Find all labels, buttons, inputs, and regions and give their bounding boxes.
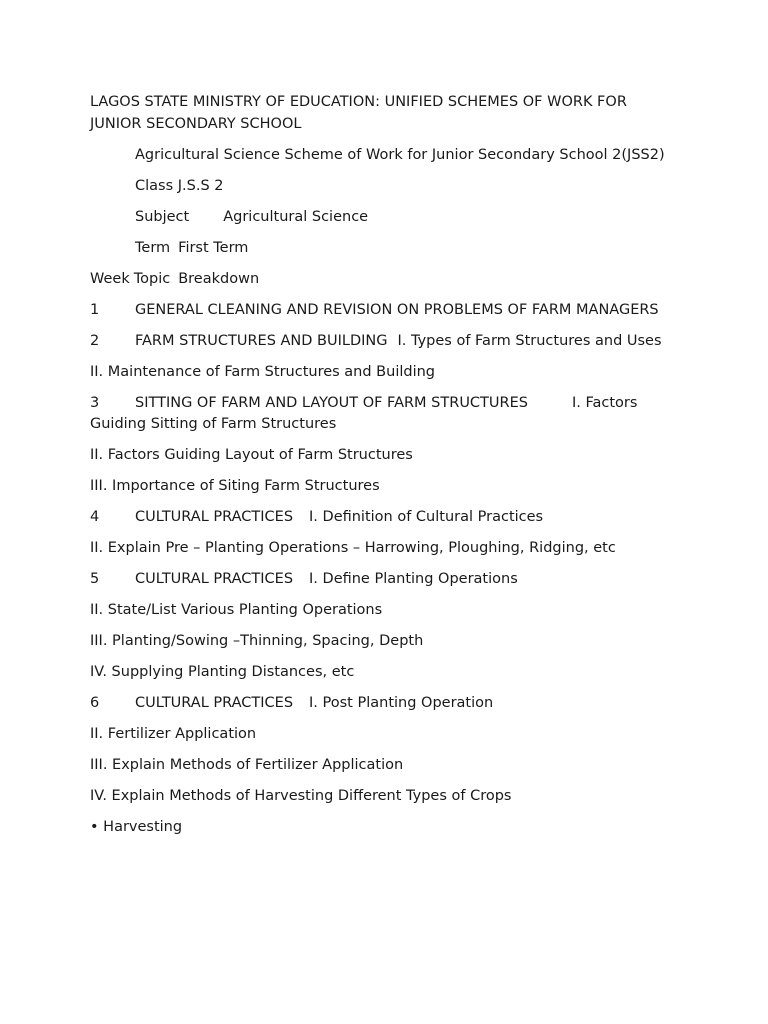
breakdown-line [90, 538, 670, 560]
week-number: 4 [90, 509, 100, 525]
breakdown-line [90, 362, 670, 384]
subject-line [90, 207, 670, 229]
breakdown-item: II. Explain Pre – Planting Operations – Harrowing, Ploughing, Ridging, etc [90, 540, 616, 556]
document-subtitle [90, 145, 670, 167]
breakdown-item: I. Types of Farm Structures and Uses [397, 332, 662, 349]
week-number: 1 [90, 301, 100, 318]
week-entry [90, 331, 670, 353]
breakdown-line [90, 755, 670, 777]
breakdown-item: II. Factors Guiding Layout of Farm Structures [90, 447, 413, 463]
breakdown-line [90, 631, 670, 653]
term-label: Term [135, 239, 171, 256]
breakdown-item: I. Definition of Cultural Practices [309, 509, 544, 525]
document-title [90, 92, 670, 135]
breakdown-line [90, 724, 670, 746]
subject-value: Agricultural Science [223, 208, 369, 225]
week-entry [90, 693, 670, 715]
breakdown-item: III. Planting/Sowing –Thinning, Spacing, Depth [90, 633, 424, 649]
topic-header: Topic [133, 270, 171, 287]
breakdown-line [90, 476, 670, 498]
breakdown-item: II. Maintenance of Farm Structures and Building [90, 363, 436, 380]
week-entry [90, 300, 670, 322]
breakdown-item: II. State/List Various Planting Operations [90, 602, 383, 618]
week-entry [90, 507, 670, 529]
week-topic: CULTURAL PRACTICES [135, 509, 294, 525]
breakdown-line [90, 662, 670, 684]
week-topic: GENERAL CLEANING AND REVISION ON PROBLEMS OF FARM MANAGERS [135, 301, 659, 318]
class-label: Class [135, 177, 174, 194]
week-entry [90, 569, 670, 591]
term-value: First Term [178, 239, 249, 256]
breakdown-item: I. Post Planting Operation [309, 695, 494, 711]
document-title-text: LAGOS STATE MINISTRY OF EDUCATION: UNIFIED SCHEMES OF WORK FOR JUNIOR SECONDARY SCHOOL [90, 94, 632, 132]
breakdown-item: IV. Explain Methods of Harvesting Different Types of Crops [90, 788, 512, 804]
breakdown-item: III. Explain Methods of Fertilizer Application [90, 757, 404, 773]
subject-label: Subject [135, 208, 190, 225]
week-number: 5 [90, 571, 100, 587]
week-topic: CULTURAL PRACTICES [135, 571, 294, 587]
class-line [90, 176, 670, 198]
week-topic: CULTURAL PRACTICES [135, 695, 294, 711]
class-value: J.S.S 2 [177, 177, 224, 194]
week-number: 2 [90, 332, 100, 349]
week-topic: SITTING OF FARM AND LAYOUT OF FARM STRUCTURES [135, 394, 528, 411]
column-header-line [90, 269, 670, 291]
week-number: 6 [90, 695, 100, 711]
breakdown-item: II. Fertilizer Application [90, 726, 257, 742]
breakdown-item: I. Factors Guiding Sitting of Farm Structures [90, 394, 643, 432]
breakdown-item: IV. Supplying Planting Distances, etc [90, 664, 355, 680]
breakdown-item: I. Define Planting Operations [309, 571, 518, 587]
breakdown-item: III. Importance of Siting Farm Structures [90, 478, 380, 494]
week-header: Week [90, 270, 130, 287]
document-page [90, 92, 670, 848]
breakdown-item: • Harvesting [90, 819, 183, 835]
breakdown-line [90, 786, 670, 808]
breakdown-line [90, 600, 670, 622]
week-number: 3 [90, 394, 100, 411]
week-entry [90, 393, 670, 436]
breakdown-line [90, 817, 670, 839]
breakdown-header: Breakdown [178, 270, 260, 287]
document-subtitle-text: Agricultural Science Scheme of Work for Junior Secondary School 2(JSS2) [135, 146, 665, 163]
week-topic: FARM STRUCTURES AND BUILDING [135, 332, 388, 349]
term-line [90, 238, 670, 260]
breakdown-line [90, 445, 670, 467]
